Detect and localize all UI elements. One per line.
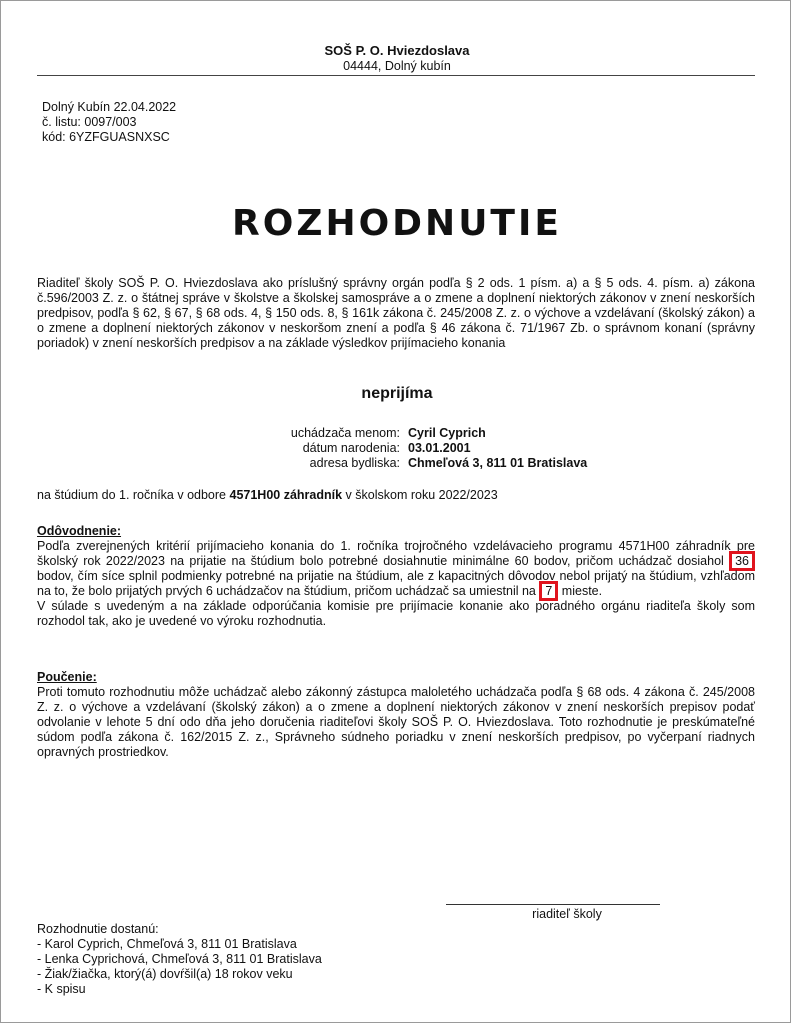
applicant-address: Chmeľová 3, 811 01 Bratislava — [408, 456, 588, 470]
recipient-item: - Karol Cyprich, Chmeľová 3, 811 01 Bratislava — [37, 937, 297, 951]
recipient-item: - Lenka Cyprichová, Chmeľová 3, 811 01 Bratislava — [37, 952, 322, 966]
sheet-number: č. listu: 0097/003 — [42, 115, 137, 129]
applicant-name-row — [0, 426, 794, 441]
applicant-dob-row — [0, 441, 794, 456]
points-highlight: 36 — [729, 551, 755, 571]
applicant-address-label: adresa bydliska: — [309, 456, 400, 470]
recipient-item: - Žiak/žiačka, ktorý(á) dovŕšil(a) 18 rokov veku — [37, 967, 293, 981]
reasoning-text-b: bodov, čím síce splnil podmienky potrebné na prijatie na štúdium, ale z kapacitných dôvodov nebol prijatý na štúdium, vzhľadom na to, že bolo prijatých prvých 6 uchádzačov na štúdium, pričom uchádzač sa umiestnil na — [37, 569, 755, 598]
header-divider — [37, 75, 755, 76]
notice-title: Poučenie: — [37, 670, 97, 684]
applicant-name-label: uchádzača menom: — [290, 426, 400, 440]
notice-section — [37, 670, 755, 760]
study-line — [37, 488, 755, 502]
document-code: kód: 6YZFGUASNXSC — [42, 130, 170, 144]
document-title: ROZHODNUTIE — [232, 203, 562, 244]
recipient-item: - K spisu — [37, 982, 86, 996]
study-field: 4571H00 záhradník — [229, 488, 343, 502]
reasoning-paragraph-2: V súlade s uvedeným a na základe odporúčania komisie pre prijímacie konanie ako poradného orgánu riaditeľa školy som rozhodol tak, ako je uvedené vo výroku rozhodnutia. — [37, 599, 755, 628]
notice-text: Proti tomuto rozhodnutiu môže uchádzač alebo zákonný zástupca maloletého uchádzača podľa § 68 ods. 4 zákona č. 245/2008 Z. z. o výchove a vzdelávaní (školský zákon) a o zmene a doplnení niektorých zákonov v znení neskorších prepisov podať odvolanie v lehote 5 dní odo dňa jeho doručenia riaditeľovi školy SOŠ P. O. Hviezdoslava. Toto rozhodnutie je preskúmateľné súdom podľa zákona č. 162/2015 Z. z., Správneho súdneho poriadku v znení neskorších predpisov, po vyčerpaní riadnych opravných prostriedkov. — [37, 685, 755, 759]
applicant-dob: 03.01.2001 — [408, 441, 471, 455]
reasoning-section — [37, 524, 755, 629]
intro-paragraph: Riaditeľ školy SOŠ P. O. Hviezdoslava ako príslušný správny orgán podľa § 2 ods. 1 písm. a) a § 5 ods. 4. písm. a) zákona č.596/2003 Z. z. o štátnej správe v školstve a školskej samospráve a o zmene a doplnení niektorých zákonov v znení neskorších predpisov, podľa § 62, § 67, § 68 ods. 4, § 150 ods. 8, § 161k zákona č. 245/2008 Z. z. o výchove a vzdelávaní (školský zákon) a o zmene a doplnení niektorých zákonov v neskoršom znení a podľa § 46 zákona č. 71/1967 Zb. o správnom konaní (správny poriadok) v znení neskorších predpisov a na základe výsledkov prijímacieho konania — [37, 276, 755, 350]
document-meta — [42, 100, 176, 145]
study-suffix: v školskom roku 2022/2023 — [345, 488, 498, 502]
applicant-block — [0, 426, 794, 471]
signature-label: riaditeľ školy — [532, 907, 602, 921]
decision-verdict: neprijíma — [361, 385, 433, 402]
applicant-address-row — [0, 456, 794, 471]
reasoning-paragraph-1 — [37, 539, 755, 599]
recipients-block — [37, 922, 322, 997]
rank-highlight: 7 — [539, 581, 558, 601]
recipients-title: Rozhodnutie dostanú: — [37, 922, 159, 936]
school-name: SOŠ P. O. Hviezdoslava — [324, 43, 470, 58]
reasoning-title: Odôvodnenie: — [37, 524, 122, 538]
signature-line — [446, 904, 660, 905]
school-address: 04444, Dolný kubín — [343, 59, 451, 73]
applicant-dob-label: dátum narodenia: — [302, 441, 400, 455]
place-date: Dolný Kubín 22.04.2022 — [42, 100, 177, 114]
reasoning-text-a: Podľa zverejnených kritérií prijímacieho konania do 1. ročníka trojročného vzdelávacieho programu 4571H00 záhradník pre školský rok 2022/2023 na prijatie na štúdium bolo potrebné dosiahnutie minimálne 60 bodov, pričom uchádzač dosiahol — [37, 539, 755, 568]
applicant-name: Cyril Cyprich — [408, 426, 486, 440]
reasoning-text-c: mieste. — [561, 584, 603, 598]
study-prefix: na štúdium do 1. ročníka v odbore — [37, 488, 227, 502]
